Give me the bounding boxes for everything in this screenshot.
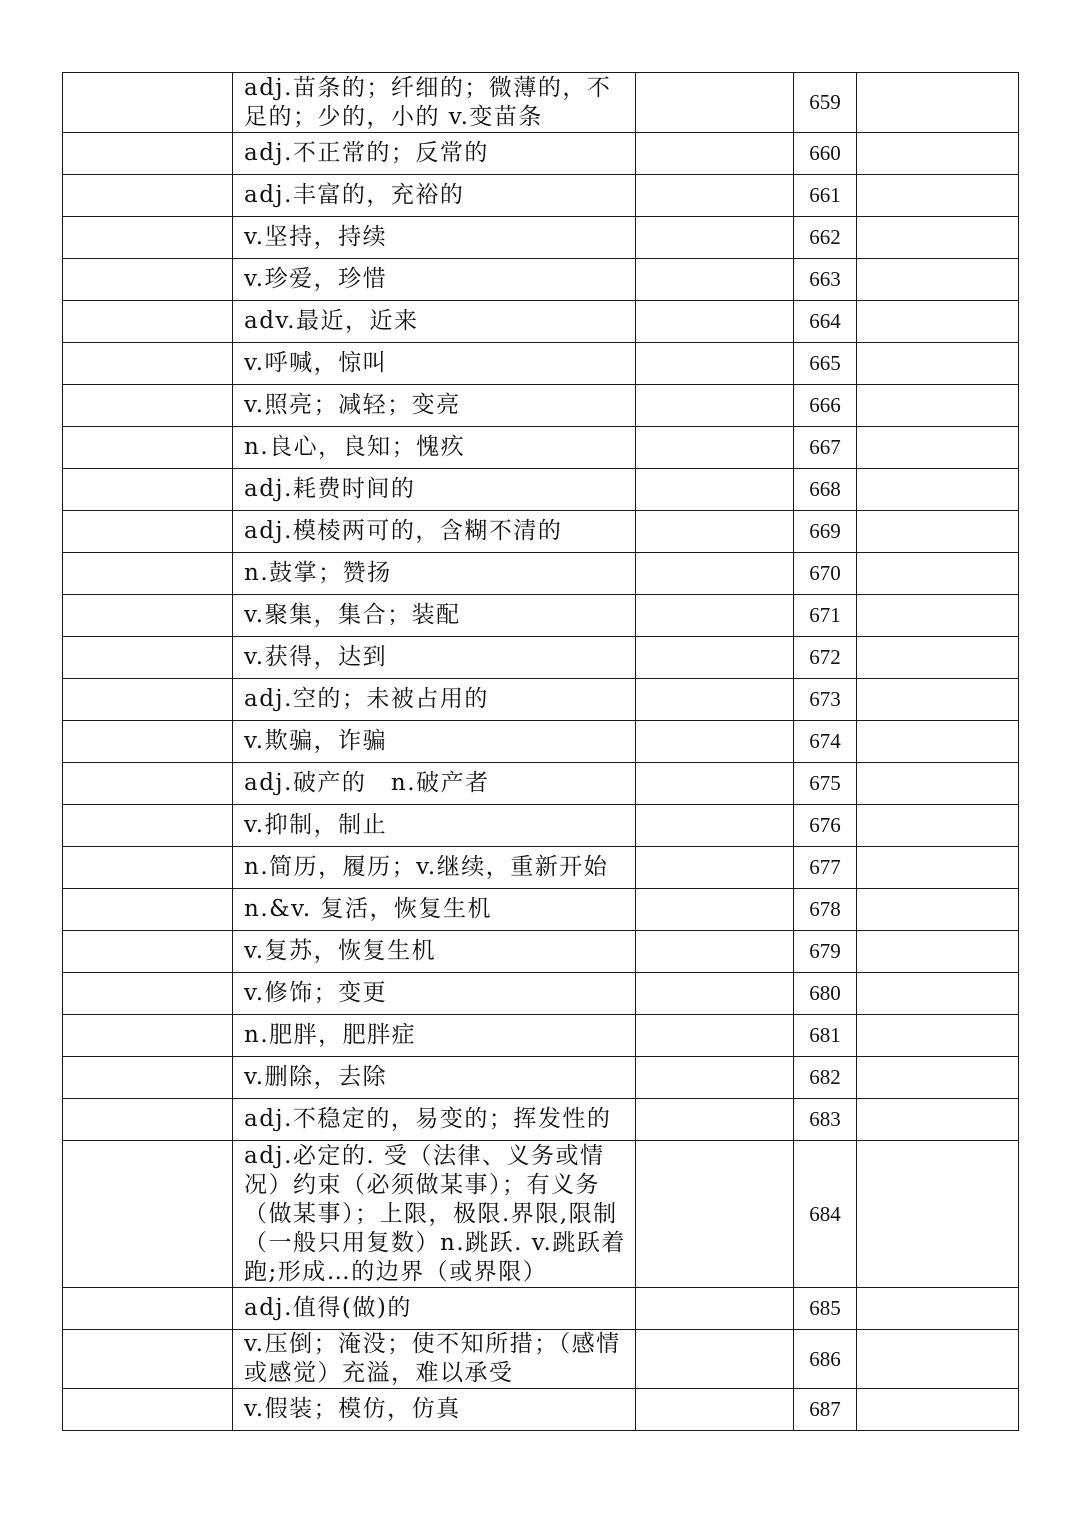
meaning-cell: adj.必定的. 受（法律、义务或情况）约束（必须做某事）；有义务（做某事）；上限，极限.界限,限制（一般只用复数）n.跳跃. v.跳跃着跑;形成…的边界（或界限） [233,1141,636,1288]
check-cell [857,637,1019,679]
word-cell [63,1141,233,1288]
check-cell [857,133,1019,175]
check-cell [857,1389,1019,1431]
word-cell [63,175,233,217]
check-cell [857,721,1019,763]
meaning-cell: n.鼓掌；赞扬 [233,553,636,595]
word-cell [63,259,233,301]
number-cell: 685 [794,1288,857,1330]
meaning-cell: v.坚持，持续 [233,217,636,259]
check-cell [857,1099,1019,1141]
vocabulary-table [62,72,1019,1431]
meaning-cell: v.获得，达到 [233,637,636,679]
word-cell [63,1288,233,1330]
word-cell [63,637,233,679]
check-cell [857,217,1019,259]
number-cell: 681 [794,1015,857,1057]
word-cell [63,1330,233,1389]
meaning-cell: adj.苗条的；纤细的；微薄的，不足的；少的，小的 v.变苗条 [233,73,636,133]
table-row [63,637,1019,679]
meaning-cell: v.照亮；减轻；变亮 [233,385,636,427]
word-cell [63,931,233,973]
blank-cell [636,343,794,385]
number-cell: 673 [794,679,857,721]
table-row [63,385,1019,427]
number-cell: 676 [794,805,857,847]
blank-cell [636,133,794,175]
blank-cell [636,595,794,637]
table-row [63,217,1019,259]
meaning-cell: v.聚集，集合；装配 [233,595,636,637]
blank-cell [636,805,794,847]
meaning-cell: n.肥胖，肥胖症 [233,1015,636,1057]
number-cell: 665 [794,343,857,385]
number-cell: 666 [794,385,857,427]
check-cell [857,1015,1019,1057]
word-cell [63,1389,233,1431]
number-cell: 682 [794,1057,857,1099]
word-cell [63,595,233,637]
check-cell [857,763,1019,805]
table-row [63,73,1019,133]
check-cell [857,931,1019,973]
table-row [63,889,1019,931]
number-cell: 671 [794,595,857,637]
number-cell: 663 [794,259,857,301]
table-row [63,259,1019,301]
blank-cell [636,1389,794,1431]
meaning-cell: v.呼喊，惊叫 [233,343,636,385]
blank-cell [636,1330,794,1389]
table-row [63,763,1019,805]
number-cell: 679 [794,931,857,973]
number-cell: 680 [794,973,857,1015]
table-row [63,1015,1019,1057]
word-cell [63,427,233,469]
meaning-cell: n.良心，良知；愧疚 [233,427,636,469]
check-cell [857,679,1019,721]
number-cell: 683 [794,1099,857,1141]
table-row [63,427,1019,469]
number-cell: 668 [794,469,857,511]
check-cell [857,175,1019,217]
check-cell [857,973,1019,1015]
word-cell [63,721,233,763]
check-cell [857,1057,1019,1099]
blank-cell [636,1015,794,1057]
number-cell: 687 [794,1389,857,1431]
blank-cell [636,217,794,259]
meaning-cell: adj.空的；未被占用的 [233,679,636,721]
table-row [63,805,1019,847]
check-cell [857,889,1019,931]
blank-cell [636,175,794,217]
word-cell [63,73,233,133]
table-row [63,1141,1019,1288]
blank-cell [636,385,794,427]
number-cell: 677 [794,847,857,889]
check-cell [857,301,1019,343]
word-cell [63,553,233,595]
check-cell [857,1141,1019,1288]
blank-cell [636,889,794,931]
check-cell [857,553,1019,595]
meaning-cell: n.简历，履历；v.继续，重新开始 [233,847,636,889]
word-cell [63,973,233,1015]
word-cell [63,763,233,805]
number-cell: 684 [794,1141,857,1288]
number-cell: 667 [794,427,857,469]
table-row [63,721,1019,763]
number-cell: 659 [794,73,857,133]
check-cell [857,595,1019,637]
blank-cell [636,259,794,301]
word-cell [63,679,233,721]
meaning-cell: adj.丰富的，充裕的 [233,175,636,217]
blank-cell [636,1099,794,1141]
word-cell [63,1015,233,1057]
word-cell [63,805,233,847]
check-cell [857,469,1019,511]
number-cell: 669 [794,511,857,553]
meaning-cell: v.欺骗，诈骗 [233,721,636,763]
table-row [63,1099,1019,1141]
table-row [63,343,1019,385]
check-cell [857,1288,1019,1330]
meaning-cell: v.压倒；淹没；使不知所措；（感情或感觉）充溢，难以承受 [233,1330,636,1389]
blank-cell [636,973,794,1015]
meaning-cell: n.&v. 复活，恢复生机 [233,889,636,931]
blank-cell [636,931,794,973]
number-cell: 661 [794,175,857,217]
table-row [63,847,1019,889]
word-cell [63,469,233,511]
check-cell [857,73,1019,133]
check-cell [857,427,1019,469]
table-row [63,931,1019,973]
meaning-cell: v.珍爱，珍惜 [233,259,636,301]
number-cell: 686 [794,1330,857,1389]
vocabulary-table-body [63,73,1019,1431]
check-cell [857,259,1019,301]
meaning-cell: adj.不稳定的，易变的；挥发性的 [233,1099,636,1141]
word-cell [63,301,233,343]
meaning-cell: adj.模棱两可的，含糊不清的 [233,511,636,553]
table-row [63,1330,1019,1389]
meaning-cell: adj.耗费时间的 [233,469,636,511]
meaning-cell: adj.不正常的；反常的 [233,133,636,175]
blank-cell [636,679,794,721]
meaning-cell: v.修饰；变更 [233,973,636,1015]
word-cell [63,217,233,259]
check-cell [857,805,1019,847]
blank-cell [636,553,794,595]
table-row [63,553,1019,595]
blank-cell [636,511,794,553]
meaning-cell: v.复苏，恢复生机 [233,931,636,973]
meaning-cell: adj.破产的 n.破产者 [233,763,636,805]
number-cell: 670 [794,553,857,595]
blank-cell [636,637,794,679]
blank-cell [636,763,794,805]
blank-cell [636,301,794,343]
table-row [63,301,1019,343]
blank-cell [636,1057,794,1099]
number-cell: 664 [794,301,857,343]
number-cell: 662 [794,217,857,259]
meaning-cell: v.假装；模仿，仿真 [233,1389,636,1431]
blank-cell [636,1288,794,1330]
meaning-cell: v.抑制，制止 [233,805,636,847]
word-cell [63,847,233,889]
word-cell [63,343,233,385]
check-cell [857,847,1019,889]
blank-cell [636,721,794,763]
meaning-cell: adj.值得(做)的 [233,1288,636,1330]
check-cell [857,1330,1019,1389]
blank-cell [636,1141,794,1288]
number-cell: 672 [794,637,857,679]
blank-cell [636,73,794,133]
check-cell [857,343,1019,385]
word-cell [63,1057,233,1099]
number-cell: 678 [794,889,857,931]
number-cell: 660 [794,133,857,175]
table-row [63,1389,1019,1431]
table-row [63,133,1019,175]
blank-cell [636,847,794,889]
table-row [63,679,1019,721]
table-row [63,175,1019,217]
table-row [63,1288,1019,1330]
table-row [63,1057,1019,1099]
word-cell [63,385,233,427]
table-row [63,973,1019,1015]
table-row [63,595,1019,637]
number-cell: 675 [794,763,857,805]
blank-cell [636,427,794,469]
check-cell [857,385,1019,427]
meaning-cell: adv.最近，近来 [233,301,636,343]
word-cell [63,1099,233,1141]
word-cell [63,889,233,931]
table-row [63,511,1019,553]
table-row [63,469,1019,511]
number-cell: 674 [794,721,857,763]
meaning-cell: v.删除，去除 [233,1057,636,1099]
check-cell [857,511,1019,553]
blank-cell [636,469,794,511]
word-cell [63,511,233,553]
word-cell [63,133,233,175]
